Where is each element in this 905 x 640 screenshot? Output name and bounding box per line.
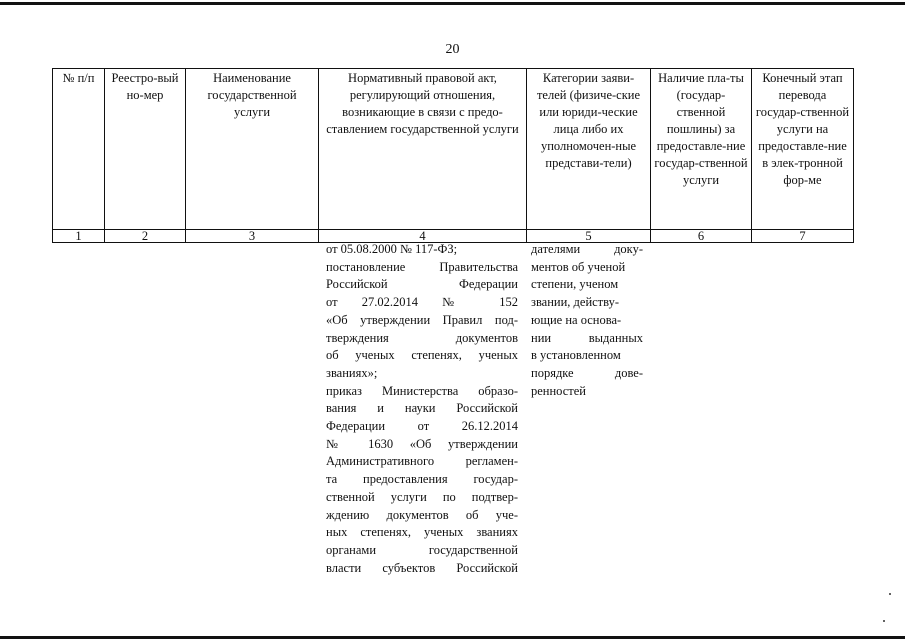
column-number: 3 xyxy=(186,230,319,243)
text-line: дателями доку- xyxy=(531,242,643,256)
applicants-text xyxy=(531,241,643,400)
text-line: органами государственной xyxy=(326,542,518,557)
column-number: 1 xyxy=(53,230,105,243)
text-line: Федерации от 26.12.2014 xyxy=(326,419,518,434)
text-line: ренностей xyxy=(531,383,586,398)
text-line: Российской Федерации xyxy=(326,277,518,292)
header-cell-registry: Реестро-вый но-мер xyxy=(105,69,186,230)
text-line: тверждения документов xyxy=(326,330,518,345)
column-number: 6 xyxy=(651,230,752,243)
header-cell-number: № п/п xyxy=(53,69,105,230)
text-line: Административного регламен- xyxy=(326,454,518,469)
text-line: та предоставления государ- xyxy=(326,472,518,487)
text-line: ющие на основа- xyxy=(531,312,622,327)
column-number: 4 xyxy=(319,230,527,243)
header-cell-legal-act: Нормативный правовой акт, регулирующий отношения, возникающие в связи с предо-ставлением государственной услуги xyxy=(319,69,527,230)
text-line: степени, ученом xyxy=(531,277,619,292)
column-number: 5 xyxy=(527,230,651,243)
text-line: ждению документов об уче- xyxy=(326,507,518,522)
text-line: ных степенях, ученых званиях xyxy=(326,525,518,540)
text-line: № 1630 «Об утверждении xyxy=(326,436,518,451)
bottom-border-line xyxy=(0,636,905,639)
text-line: «Об утверждении Правил под- xyxy=(326,312,518,327)
table-header-row xyxy=(53,69,854,230)
text-line: ментов об ученой xyxy=(531,259,626,274)
text-line: об ученых степенях, ученых xyxy=(326,348,518,363)
text-line: ственной услуги по подтвер- xyxy=(326,489,518,504)
text-line: вания и науки Российской xyxy=(326,401,518,416)
header-cell-fee: Наличие пла-ты (государ-ственной пошлины) за предоставле-ние государ-ственной услуги xyxy=(651,69,752,230)
text-line: приказ Министерства образо- xyxy=(326,383,518,398)
services-table xyxy=(52,68,854,243)
text-line: от 27.02.2014 № 152 xyxy=(326,295,518,310)
text-line: порядке дове- xyxy=(531,365,643,380)
legal-act-text xyxy=(326,241,518,577)
column-number: 7 xyxy=(752,230,854,243)
text-line: званиях»; xyxy=(326,365,378,380)
text-line: нии выданных xyxy=(531,330,643,345)
text-line: власти субъектов Российской xyxy=(326,560,518,575)
scan-speck xyxy=(889,593,891,595)
column-number: 2 xyxy=(105,230,186,243)
text-line: звании, действу- xyxy=(531,295,620,310)
page-number: 20 xyxy=(445,42,460,57)
header-cell-applicants: Категории заяви-телей (физиче-ские или юриди-ческие лица либо их уполномочен-ные представи-тели) xyxy=(527,69,651,230)
text-line: в установленном xyxy=(531,348,621,363)
header-cell-final-stage: Конечный этап перевода государ-ственной услуги на предоставле-ние в элек-тронной фор-ме xyxy=(752,69,854,230)
header-cell-service-name: Наименование государственной услуги xyxy=(186,69,319,230)
top-border-line xyxy=(0,2,905,5)
text-line: постановление Правительства xyxy=(326,259,518,274)
text-line: от 05.08.2000 № 117-ФЗ; xyxy=(326,242,458,256)
scan-speck xyxy=(883,620,885,622)
